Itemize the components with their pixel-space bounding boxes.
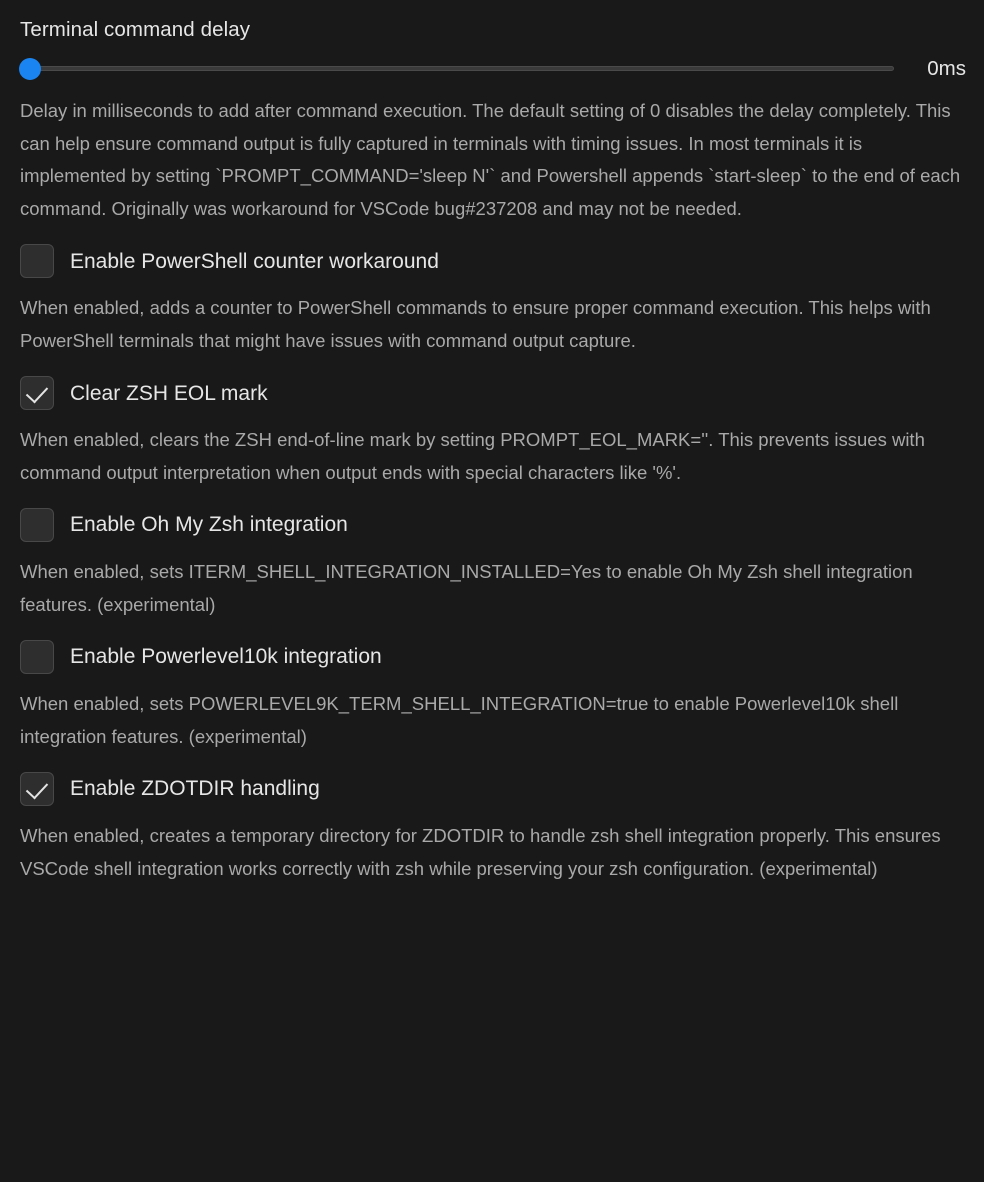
checkbox-label[interactable]: Enable PowerShell counter workaround (70, 249, 439, 273)
setting-description: Delay in milliseconds to add after command execution. The default setting of 0 disables the delay completely. This can help ensure command output is fully captured in terminals with timing issues. In most terminals it is implemented by setting `PROMPT_COMMAND='sleep N'` and Powershell appends `start-sleep` to the end of each command. Originally was workaround for VSCode bug#237208 and may not be needed. (20, 99, 961, 220)
delay-slider[interactable] (20, 58, 894, 80)
setting-description: When enabled, creates a temporary directory for ZDOTDIR to handle zsh shell integration properly. This ensures VSCode shell integration works correctly with zsh while preserving your zsh configuration. (experimental) (20, 824, 941, 879)
setting-powershell-counter-workaround (20, 244, 966, 358)
checkbox-icon[interactable] (20, 508, 54, 542)
slider-row (20, 57, 966, 81)
checkbox-icon[interactable] (20, 376, 54, 410)
checkbox-row[interactable] (20, 376, 966, 410)
setting-title: Terminal command delay (20, 18, 251, 41)
checkbox-icon[interactable] (20, 244, 54, 278)
setting-description: When enabled, adds a counter to PowerShell commands to ensure proper command execution. This helps with PowerShell terminals that might have issues with command output capture. (20, 297, 931, 352)
checkbox-row[interactable] (20, 772, 966, 806)
checkbox-label[interactable]: Clear ZSH EOL mark (70, 381, 268, 405)
checkbox-label[interactable]: Enable Powerlevel10k integration (70, 645, 382, 669)
slider-thumb[interactable] (20, 59, 40, 79)
setting-clear-zsh-eol-mark (20, 376, 966, 490)
setting-powerlevel10k-integration (20, 640, 966, 754)
setting-description: When enabled, clears the ZSH end-of-line mark by setting PROMPT_EOL_MARK=''. This prevents issues with command output interpretation when output ends with special characters like '%'. (20, 429, 925, 484)
setting-terminal-command-delay (20, 18, 966, 226)
slider-track[interactable] (20, 66, 894, 71)
checkbox-row[interactable] (20, 244, 966, 278)
checkbox-icon[interactable] (20, 640, 54, 674)
setting-description: When enabled, sets POWERLEVEL9K_TERM_SHELL_INTEGRATION=true to enable Powerlevel10k shell integration features. (experimental) (20, 692, 899, 747)
slider-value-label: 0ms (927, 56, 966, 80)
checkbox-label[interactable]: Enable ZDOTDIR handling (70, 777, 320, 801)
checkbox-icon[interactable] (20, 772, 54, 806)
checkbox-label[interactable]: Enable Oh My Zsh integration (70, 513, 348, 537)
setting-zdotdir-handling (20, 772, 966, 886)
checkbox-row[interactable] (20, 508, 966, 542)
setting-description: When enabled, sets ITERM_SHELL_INTEGRATION_INSTALLED=Yes to enable Oh My Zsh shell integration features. (experimental) (20, 560, 913, 615)
setting-oh-my-zsh-integration (20, 508, 966, 622)
checkbox-row[interactable] (20, 640, 966, 674)
